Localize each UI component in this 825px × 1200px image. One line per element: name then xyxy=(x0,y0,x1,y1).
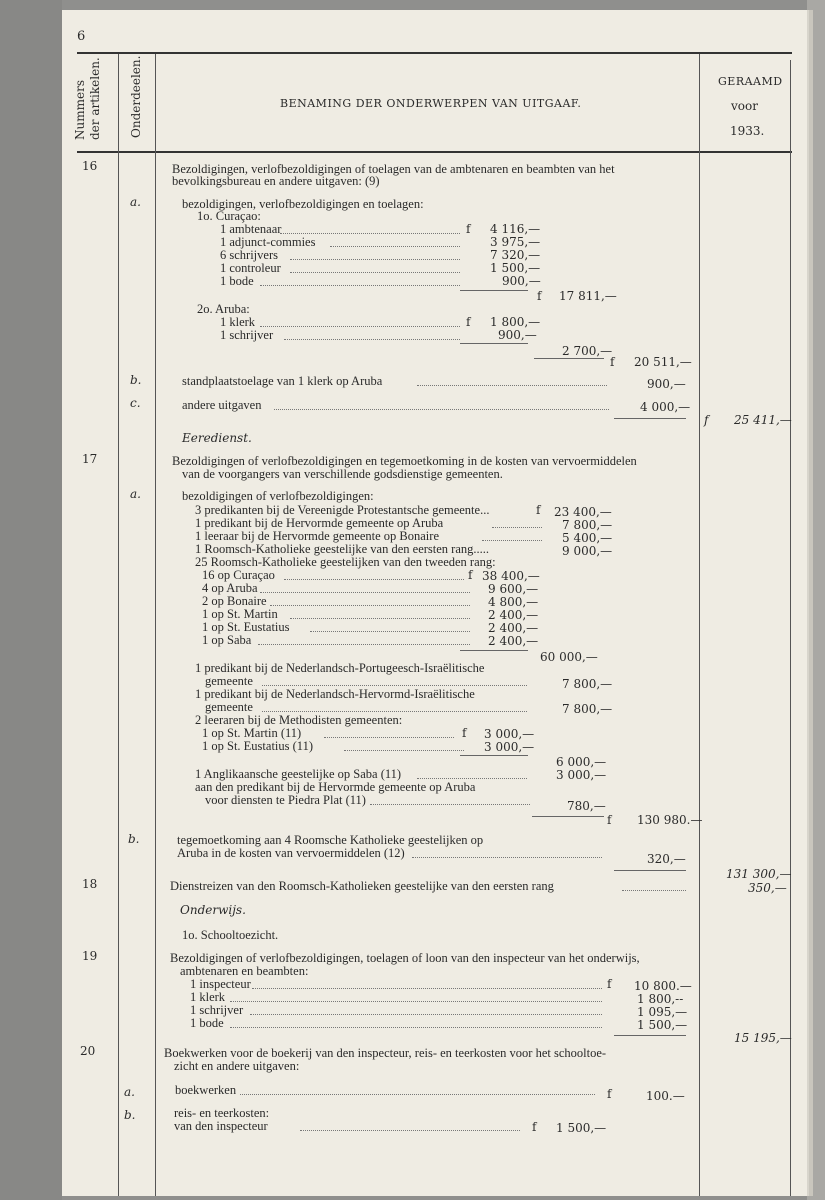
art17-piedra2: voor diensten te Piedra Plat (11) xyxy=(205,793,366,807)
art20-a-label: a. xyxy=(124,1085,135,1099)
art17-piedra-amount: 780,— xyxy=(567,799,606,813)
art16-c-label: c. xyxy=(130,396,141,410)
leader-dots xyxy=(262,710,527,712)
header-articles-line1: Nummers xyxy=(73,80,87,140)
amount: 900,— xyxy=(498,328,537,342)
leader-dots xyxy=(270,604,470,606)
amount: 3 000,— xyxy=(484,727,535,741)
leader-dots xyxy=(330,245,460,247)
currency-mark: f xyxy=(466,222,471,236)
header-title: BENAMING DER ONDERWERPEN VAN UITGAAF. xyxy=(280,97,582,110)
leader-dots xyxy=(262,684,527,686)
art16-desc1: Bezoldigingen, verlofbezoldigingen of toelagen van de ambtenaren en beambten van het xyxy=(172,162,615,176)
header-estimated-1: GERAAMD xyxy=(718,75,783,88)
art17-total: 131 300,— xyxy=(726,867,792,881)
art19-desc1: Bezoldigingen of verlofbezoldigingen, toelagen of loon van den inspecteur van het onderwijs, xyxy=(170,951,640,965)
art19-total: 15 195,— xyxy=(734,1031,792,1045)
amount: 900,— xyxy=(502,274,541,288)
art16-a-desc: bezoldigingen, verlofbezoldigingen en toelagen: xyxy=(182,197,424,211)
art20-b-amount: 1 500,— xyxy=(556,1121,607,1135)
header-articles-line2: der artikelen. xyxy=(88,57,102,140)
art16-a-total: 20 511,— xyxy=(634,355,692,369)
currency-mark: f xyxy=(704,413,709,427)
list-item: 1 controleur xyxy=(220,261,281,275)
art17-desc2: van de voorgangers van verschillende godsdienstige gemeenten. xyxy=(182,467,503,481)
leader-dots xyxy=(252,987,602,989)
list-item: 1 schrijver xyxy=(190,1003,244,1017)
list-item: 3 predikanten bij de Vereenigde Protestantsche gemeente... xyxy=(195,503,490,517)
col-divider-4 xyxy=(790,60,791,1196)
art17-hig1: 1 predikant bij de Nederlandsch-Hervormd-Israëlitische xyxy=(195,687,475,701)
header-estimated-3: 1933. xyxy=(730,124,765,138)
amount: 4 116,— xyxy=(490,222,541,236)
currency-mark: f xyxy=(466,315,471,329)
subtotal-rule xyxy=(460,343,528,344)
art17-rk-total: 60 000,— xyxy=(540,650,598,664)
amount: 1 800,-- xyxy=(637,992,684,1006)
leader-dots xyxy=(260,325,460,327)
art17-meth-total: 6 000,— xyxy=(556,755,607,769)
art17-meth: 2 leeraren bij de Methodisten gemeenten: xyxy=(195,713,403,727)
amount: 4 800,— xyxy=(488,595,539,609)
header-estimated-2: voor xyxy=(731,99,758,113)
currency-mark: f xyxy=(536,503,541,517)
art17-a-total: 130 980.— xyxy=(637,813,703,827)
art17-piedra1: aan den predikant bij de Hervormde gemeente op Aruba xyxy=(195,780,476,794)
list-item: 1 adjunct-commies xyxy=(220,235,316,249)
amount: 3 000,— xyxy=(484,740,535,754)
leader-dots xyxy=(370,803,530,805)
list-item: 1 leeraar bij de Hervormde gemeente op Bonaire xyxy=(195,529,439,543)
document-page xyxy=(62,10,807,1196)
leader-dots xyxy=(284,338,460,340)
list-item: 6 schrijvers xyxy=(220,248,278,262)
amount: 2 400,— xyxy=(488,621,539,635)
list-item: 1 klerk xyxy=(190,990,226,1004)
amount: 1 095,— xyxy=(637,1005,688,1019)
art16-c-desc: andere uitgaven xyxy=(182,398,262,412)
art17-pig-amount: 7 800,— xyxy=(562,677,613,691)
amount: 1 500,— xyxy=(490,261,541,275)
art17-b-amount: 320,— xyxy=(647,852,686,866)
leader-dots xyxy=(280,232,460,234)
amount: 10 800.— xyxy=(634,979,692,993)
art17-rk25: 25 Roomsch-Katholieke geestelijken van den tweeden rang: xyxy=(195,555,496,569)
art17-angl: 1 Anglikaansche geestelijke op Saba (11) xyxy=(195,767,402,781)
art16-desc2: bevolkingsbureau en andere uitgaven: (9) xyxy=(172,174,380,188)
amount: 9 000,— xyxy=(562,544,613,558)
list-item: 1 op Saba xyxy=(202,633,252,647)
list-item: 1 op St. Eustatius xyxy=(202,620,290,634)
list-item: 1 ambtenaar xyxy=(220,222,282,236)
art16-curacao-total: 17 811,— xyxy=(559,289,617,303)
amount: 3 975,— xyxy=(490,235,541,249)
leader-dots xyxy=(274,408,609,410)
subtotal-rule xyxy=(460,755,528,756)
header-parts: Onderdeelen. xyxy=(129,55,143,138)
art20-desc2: zicht en andere uitgaven: xyxy=(174,1059,300,1073)
leader-dots xyxy=(622,889,686,891)
col-divider-3 xyxy=(699,54,700,1196)
leader-dots xyxy=(284,578,464,580)
art20-b-label: b. xyxy=(124,1108,136,1122)
header-top-rule xyxy=(77,52,792,54)
page-number: 6 xyxy=(77,29,86,44)
list-item: 1 klerk xyxy=(220,315,256,329)
amount: 7 800,— xyxy=(562,518,613,532)
subtotal-rule xyxy=(460,290,528,291)
leader-dots xyxy=(230,1000,602,1002)
art20-number: 20 xyxy=(80,1044,96,1058)
art16-total: 25 411,— xyxy=(734,413,792,427)
col-divider-2 xyxy=(155,54,156,1196)
list-item: 1 op St. Martin xyxy=(202,607,278,621)
list-item: 1 Roomsch-Katholieke geestelijke van den eersten rang..... xyxy=(195,542,490,556)
amount: 2 400,— xyxy=(488,608,539,622)
amount: 38 400,— xyxy=(482,569,540,583)
leader-dots xyxy=(344,749,464,751)
leader-dots xyxy=(230,1026,602,1028)
art17-hig2: gemeente xyxy=(205,700,253,714)
art17-pig2: gemeente xyxy=(205,674,253,688)
art17-pig1: 1 predikant bij de Nederlandsch-Portugeesch-Israëlitische xyxy=(195,661,485,675)
leader-dots xyxy=(300,1129,520,1131)
leader-dots xyxy=(492,526,542,528)
list-item: 1 bode xyxy=(220,274,254,288)
header-bottom-rule xyxy=(77,151,792,153)
art17-a-label: a. xyxy=(130,487,141,501)
leader-dots xyxy=(482,539,542,541)
amount: 9 600,— xyxy=(488,582,539,596)
heading-eeredienst: Eeredienst. xyxy=(182,431,252,445)
art20-a-amount: 100.— xyxy=(646,1089,685,1103)
subtotal-rule xyxy=(614,418,686,419)
art16-curacao: 1o. Curaçao: xyxy=(197,209,261,223)
art17-angl-amount: 3 000,— xyxy=(556,768,607,782)
list-item: 1 inspecteur xyxy=(190,977,251,991)
art18-number: 18 xyxy=(82,877,98,891)
art16-a-label: a. xyxy=(130,195,141,209)
currency-mark: f xyxy=(607,813,612,827)
art16-c-amount: 4 000,— xyxy=(640,400,691,414)
heading-onderwijs: Onderwijs. xyxy=(180,903,246,917)
art17-b-desc2: Aruba in de kosten van vervoermiddelen (12) xyxy=(177,846,405,860)
amount: 23 400,— xyxy=(554,505,612,519)
heading-schooltoezicht: 1o. Schooltoezicht. xyxy=(182,928,279,942)
subtotal-rule xyxy=(532,816,604,817)
amount: 1 800,— xyxy=(490,315,541,329)
scan-background-right xyxy=(807,0,825,1200)
art18-desc: Dienstreizen van den Roomsch-Katholieken geestelijke van den eersten rang xyxy=(170,879,554,893)
currency-mark: f xyxy=(607,1087,612,1101)
subtotal-rule xyxy=(614,1035,686,1036)
art16-b-amount: 900,— xyxy=(647,377,686,391)
scan-background-left xyxy=(0,0,62,1200)
art16-aruba-total: 2 700,— xyxy=(562,344,613,358)
art16-b-label: b. xyxy=(130,373,142,387)
leader-dots xyxy=(250,1013,602,1015)
art20-a-desc: boekwerken xyxy=(175,1083,237,1097)
leader-dots xyxy=(240,1093,595,1095)
list-item: 1 predikant bij de Hervormde gemeente op Aruba xyxy=(195,516,444,530)
art17-number: 17 xyxy=(82,452,98,466)
art19-desc2: ambtenaren en beambten: xyxy=(180,964,309,978)
leader-dots xyxy=(290,271,460,273)
art16-aruba: 2o. Aruba: xyxy=(197,302,250,316)
art17-b-desc1: tegemoetkoming aan 4 Roomsche Katholieke geestelijken op xyxy=(177,833,484,847)
subtotal-rule xyxy=(534,358,604,359)
list-item: 1 op St. Martin (11) xyxy=(202,726,302,740)
currency-mark: f xyxy=(610,355,615,369)
art16-b-desc: standplaatstoelage van 1 klerk op Aruba xyxy=(182,374,383,388)
leader-dots xyxy=(258,643,470,645)
leader-dots xyxy=(417,777,527,779)
art17-a-desc: bezoldigingen of verlofbezoldigingen: xyxy=(182,489,374,503)
list-item: 1 op St. Eustatius (11) xyxy=(202,739,313,753)
currency-mark: f xyxy=(468,568,473,582)
art20-b-desc: reis- en teerkosten: xyxy=(174,1106,270,1120)
leader-dots xyxy=(260,591,470,593)
list-item: 1 bode xyxy=(190,1016,224,1030)
currency-mark: f xyxy=(537,289,542,303)
currency-mark: f xyxy=(607,977,612,991)
amount: 5 400,— xyxy=(562,531,613,545)
currency-mark: f xyxy=(532,1120,537,1134)
subtotal-rule xyxy=(614,870,686,871)
amount: 1 500,— xyxy=(637,1018,688,1032)
leader-dots xyxy=(412,856,602,858)
leader-dots xyxy=(324,736,454,738)
list-item: 2 op Bonaire xyxy=(202,594,267,608)
amount: 7 320,— xyxy=(490,248,541,262)
leader-dots xyxy=(290,258,460,260)
col-divider-1 xyxy=(118,54,119,1196)
amount: 2 400,— xyxy=(488,634,539,648)
art18-total: 350,— xyxy=(748,881,787,895)
leader-dots xyxy=(260,284,460,286)
art20-desc1: Boekwerken voor de boekerij van den inspecteur, reis- en teerkosten voor het schooltoe- xyxy=(164,1046,607,1060)
list-item: 4 op Aruba xyxy=(202,581,258,595)
art20-b-sub: van den inspecteur xyxy=(174,1119,268,1133)
currency-mark: f xyxy=(462,726,467,740)
art17-desc1: Bezoldigingen of verlofbezoldigingen en tegemoetkoming in de kosten van vervoermiddelen xyxy=(172,454,637,468)
leader-dots xyxy=(290,617,470,619)
subtotal-rule xyxy=(460,650,528,651)
list-item: 16 op Curaçao xyxy=(202,568,275,582)
art19-number: 19 xyxy=(82,949,98,963)
art17-b-label: b. xyxy=(128,832,140,846)
list-item: 1 schrijver xyxy=(220,328,274,342)
art17-hig-amount: 7 800,— xyxy=(562,702,613,716)
leader-dots xyxy=(310,630,470,632)
leader-dots xyxy=(417,384,607,386)
art16-number: 16 xyxy=(82,159,98,173)
